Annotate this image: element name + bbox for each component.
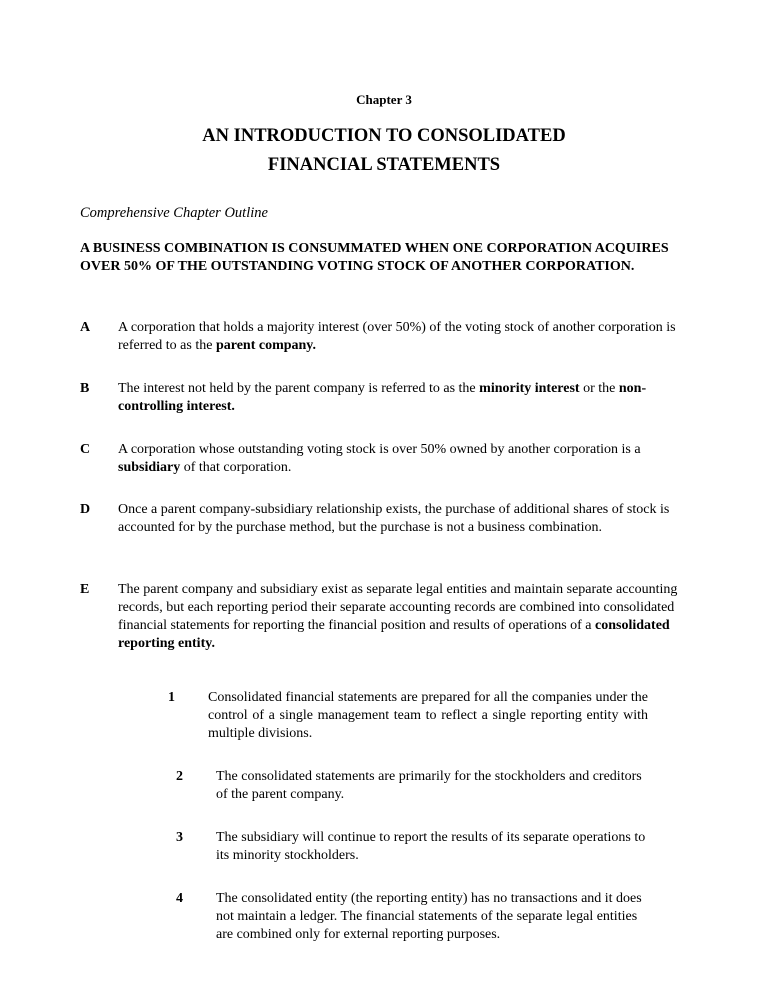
- section-heading: A BUSINESS COMBINATION IS CONSUMMATED WHEN ONE CORPORATION ACQUIRES OVER 50% OF THE OUTSTANDING VOTING STOCK OF ANOTHER CORPORATION.: [80, 241, 669, 274]
- item-letter: B: [80, 381, 90, 396]
- item-text: The interest not held by the parent company is referred to as the minority interest or the non-controlling interest.: [118, 381, 647, 414]
- term-minority-interest: minority interest: [479, 381, 580, 396]
- document-title: AN INTRODUCTION TO CONSOLIDATED FINANCIAL STATEMENTS: [202, 126, 566, 175]
- item-letter: E: [80, 582, 90, 597]
- subitem-text: Consolidated financial statements are prepared for all the companies under the control of a single management team to reflect a single reporting entity with multiple divisions.: [208, 690, 648, 741]
- item-letter: C: [80, 442, 91, 457]
- subitem-number: 3: [176, 830, 183, 845]
- term-parent-company: parent company.: [215, 338, 317, 353]
- item-text: The parent company and subsidiary exist as separate legal entities and maintain separate accounting records, but each reporting period their separate accounting records are combined into consolidated financial statements for reporting the financial position and results of operations of a consolidated reporting entity.: [118, 582, 678, 651]
- term-consolidated-reporting-entity: consolidated reporting entity.: [118, 618, 670, 651]
- subitem-number: 4: [176, 891, 183, 906]
- item-letter: D: [80, 502, 91, 517]
- subitem-text: The consolidated statements are primarily for the stockholders and creditors of the parent company.: [216, 769, 642, 802]
- term-non-controlling-interest: non-controlling interest.: [118, 381, 647, 414]
- outline-label: Comprehensive Chapter Outline: [80, 205, 268, 221]
- subitem-text: The consolidated entity (the reporting entity) has no transactions and it does not maintain a ledger. The financial statements of the separate legal entities are combined only for external reporting purposes.: [216, 891, 642, 942]
- subitem-number: 2: [176, 769, 183, 784]
- subitem-number: 1: [168, 690, 175, 705]
- item-text: A corporation that holds a majority interest (over 50%) of the voting stock of another corporation is referred to as the parent company.: [118, 320, 676, 353]
- item-letter: A: [80, 320, 91, 335]
- term-subsidiary: subsidiary: [118, 460, 181, 475]
- chapter-label: Chapter 3: [356, 92, 412, 107]
- item-text: Once a parent company-subsidiary relationship exists, the purchase of additional shares of stock is accounted for by the purchase method, but the purchase is not a business combination.: [118, 502, 670, 535]
- item-text: A corporation whose outstanding voting stock is over 50% owned by another corporation is a subsidiary of that corporation.: [118, 442, 641, 475]
- subitem-text: The subsidiary will continue to report the results of its separate operations to its minority stockholders.: [216, 830, 646, 863]
